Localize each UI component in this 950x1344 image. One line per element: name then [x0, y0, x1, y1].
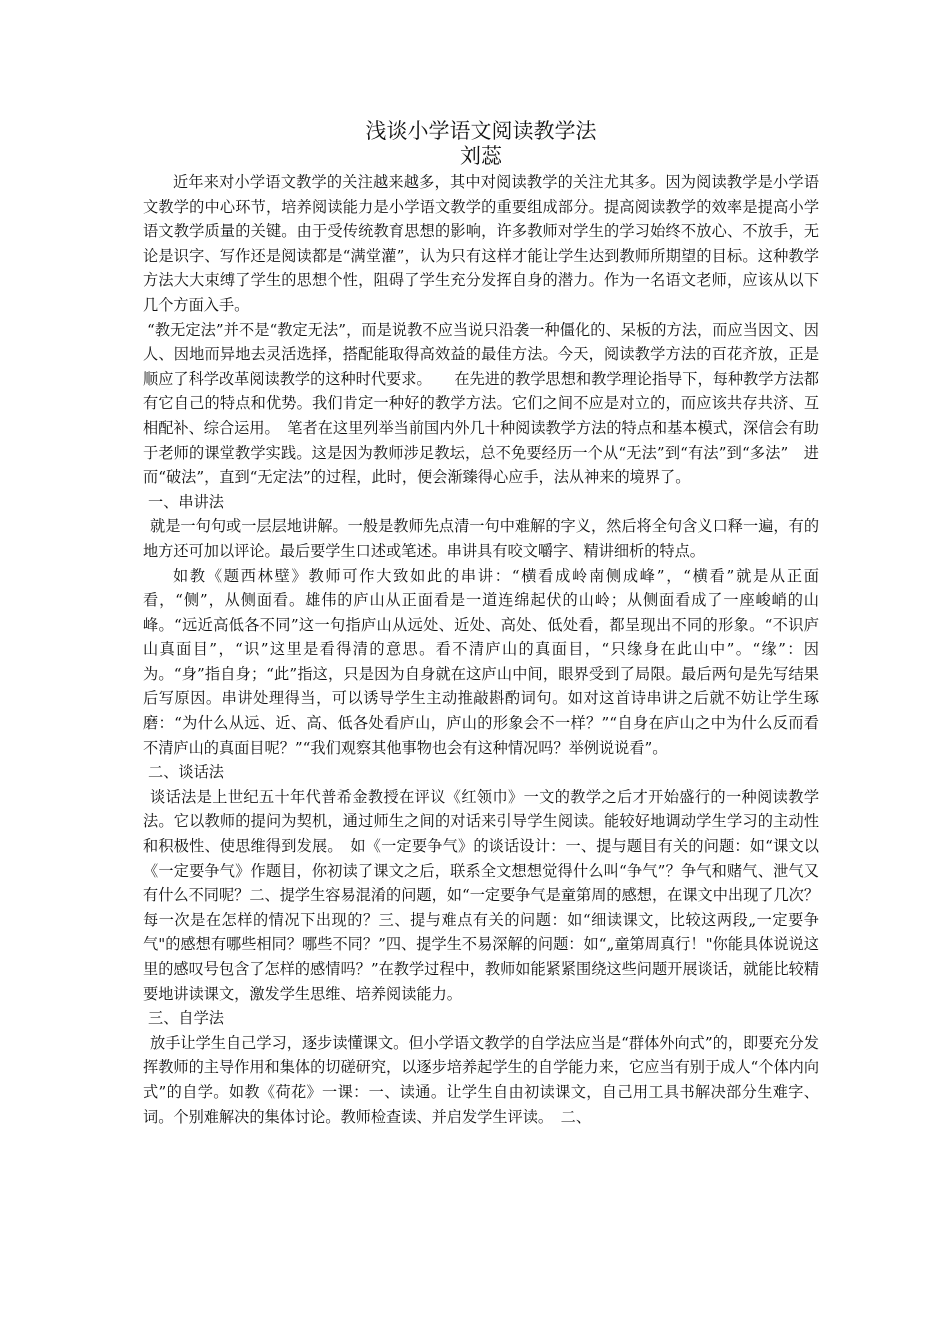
intro-paragraph: 近年来对小学语文教学的关注越来越多，其中对阅读教学的关注尤其多。因为阅读教学是小学语文教学的中心环节，培养阅读能力是小学语文教学的重要组成部分。提高阅读教学的效率是提高小学语文教学质量的关键。由于受传统教育思想的影响，许多教师对学生的学习始终不放心、不放手，无论是识字、写作还是阅读都是“满堂灌”，认为只有这样才能让学生达到教师所期望的目标。这种教学方法大大束缚了学生的思想个性，阻碍了学生充分发挥自身的潜力。作为一名语文老师，应该从以下几个方面入手。: [143, 173, 819, 314]
document-title: 浅谈小学语文阅读教学法: [365, 119, 597, 143]
section1-paragraph-2: 如教《题西林壁》教师可作大致如此的串讲：“横看成岭南侧成峰”，“横看”就是从正面看，“侧”，从侧面看。雄伟的庐山从正面看是一道连绵起伏的山岭；从侧面看成了一座峻峭的山峰。“远近高低各不同”这一句指庐山从远处、近处、高处、低处看，都呈现出不同的形象。“不识庐山真面目”，“识”这里是看得清的意思。看不清庐山的真面目，“只缘身在此山中”。“缘”：因为。“身”指自身；“此”指这，只是因为自身就在这庐山中间，眼界受到了局限。最后两句是先写结果后写原因。串讲处理得当，可以诱导学生主动推敲斟酌词句。如对这首诗串讲之后就不妨让学生琢磨：“为什么从远、近、高、低各处看庐山，庐山的形象会不一样？”“自身在庐山之中为什么反而看不清庐山的真面目呢？”“我们观察其他事物也会有这种情况吗？举例说说看”。: [143, 566, 819, 757]
principle-paragraph: “教无定法”并不是“教定无法”，而是说教不应当说只沿袭一种僵化的、呆板的方法，而应当因文、因人、因地而异地去灵活选择，搭配能取得高效益的最佳方法。今天，阅读教学方法的百花齐放，正是顺应了科学改革阅读教学的这种时代要求。 在先进的教学思想和教学理论指导下，每种教学方法都有它自己的特点和优势。我们肯定一种好的教学方法。它们之间不应是对立的，而应该共存共济、互相配补、综合运用。 笔者在这里列举当前国内外几十种阅读教学方法的特点和基本模式，深信会有助于老师的课堂教学实践。这是因为教师涉足教坛，总不免要经历一个从“无法”到“有法”到“多法” 进而“破法”，直到“无定法”的过程，此时，便会渐臻得心应手，法从神来的境界了。: [143, 320, 819, 487]
section1-paragraph-1: 就是一句句或一层层地讲解。一般是教师先点清一句中难解的字义，然后将全句含义口释一遍，有的地方还可加以评论。最后要学生口述或笔述。串讲具有咬文嚼字、精讲细析的特点。: [143, 517, 819, 560]
document-page: [143, 118, 819, 1129]
section2-paragraph-1: 谈话法是上世纪五十年代普希金教授在评议《红领巾》一文的教学之后才开始盛行的一种阅读教学法。它以教师的提问为契机，通过师生之间的对话来引导学生阅读。能较好地调动学生学习的主动性和积极性、使思维得到发展。 如《一定要争气》的谈话设计：一、提与题目有关的问题：如“课文以《一定要争气》作题目，你初读了课文之后，联系全文想想觉得什么叫“争气”？争气和赌气、泄气又有什么不同呢？二、提学生容易混淆的问题，如“一定要争气是童第周的感想，在课文中出现了几次？每一次是在怎样的情况下出现的？三、提与难点有关的问题：如“细读课文，比较这两段„一定要争气"的感想有哪些相同？哪些不同？”四、提学生不易深解的问题：如“„童第周真行！"你能具体说说这里的感叹号包含了怎样的感情吗？”在教学过程中，教师如能紧紧围绕这些问题开展谈话，就能比较精要地讲读课文，激发学生思维、培养阅读能力。: [143, 787, 820, 1003]
section-heading-chuanjiang: 一、串讲法: [148, 492, 224, 511]
section-heading-tanhua: 二、谈话法: [148, 763, 224, 782]
section-heading-zixue: 三、自学法: [148, 1009, 224, 1028]
section3-paragraph-1: 放手让学生自己学习，逐步读懂课文。但小学语文教学的自学法应当是“群体外向式”的，即要充分发挥教师的主导作用和集体的切磋研究，以逐步培养起学生的自学能力来，它应当有别于成人“个体内向式”的自学。如教《荷花》一课：一、读通。让学生自由初读课文，自己用工具书解决部分生难字、词。个别难解决的集体讨论。教师检查读、并启发学生评读。 二、: [143, 1033, 820, 1126]
document-author: 刘蕊: [460, 144, 502, 168]
